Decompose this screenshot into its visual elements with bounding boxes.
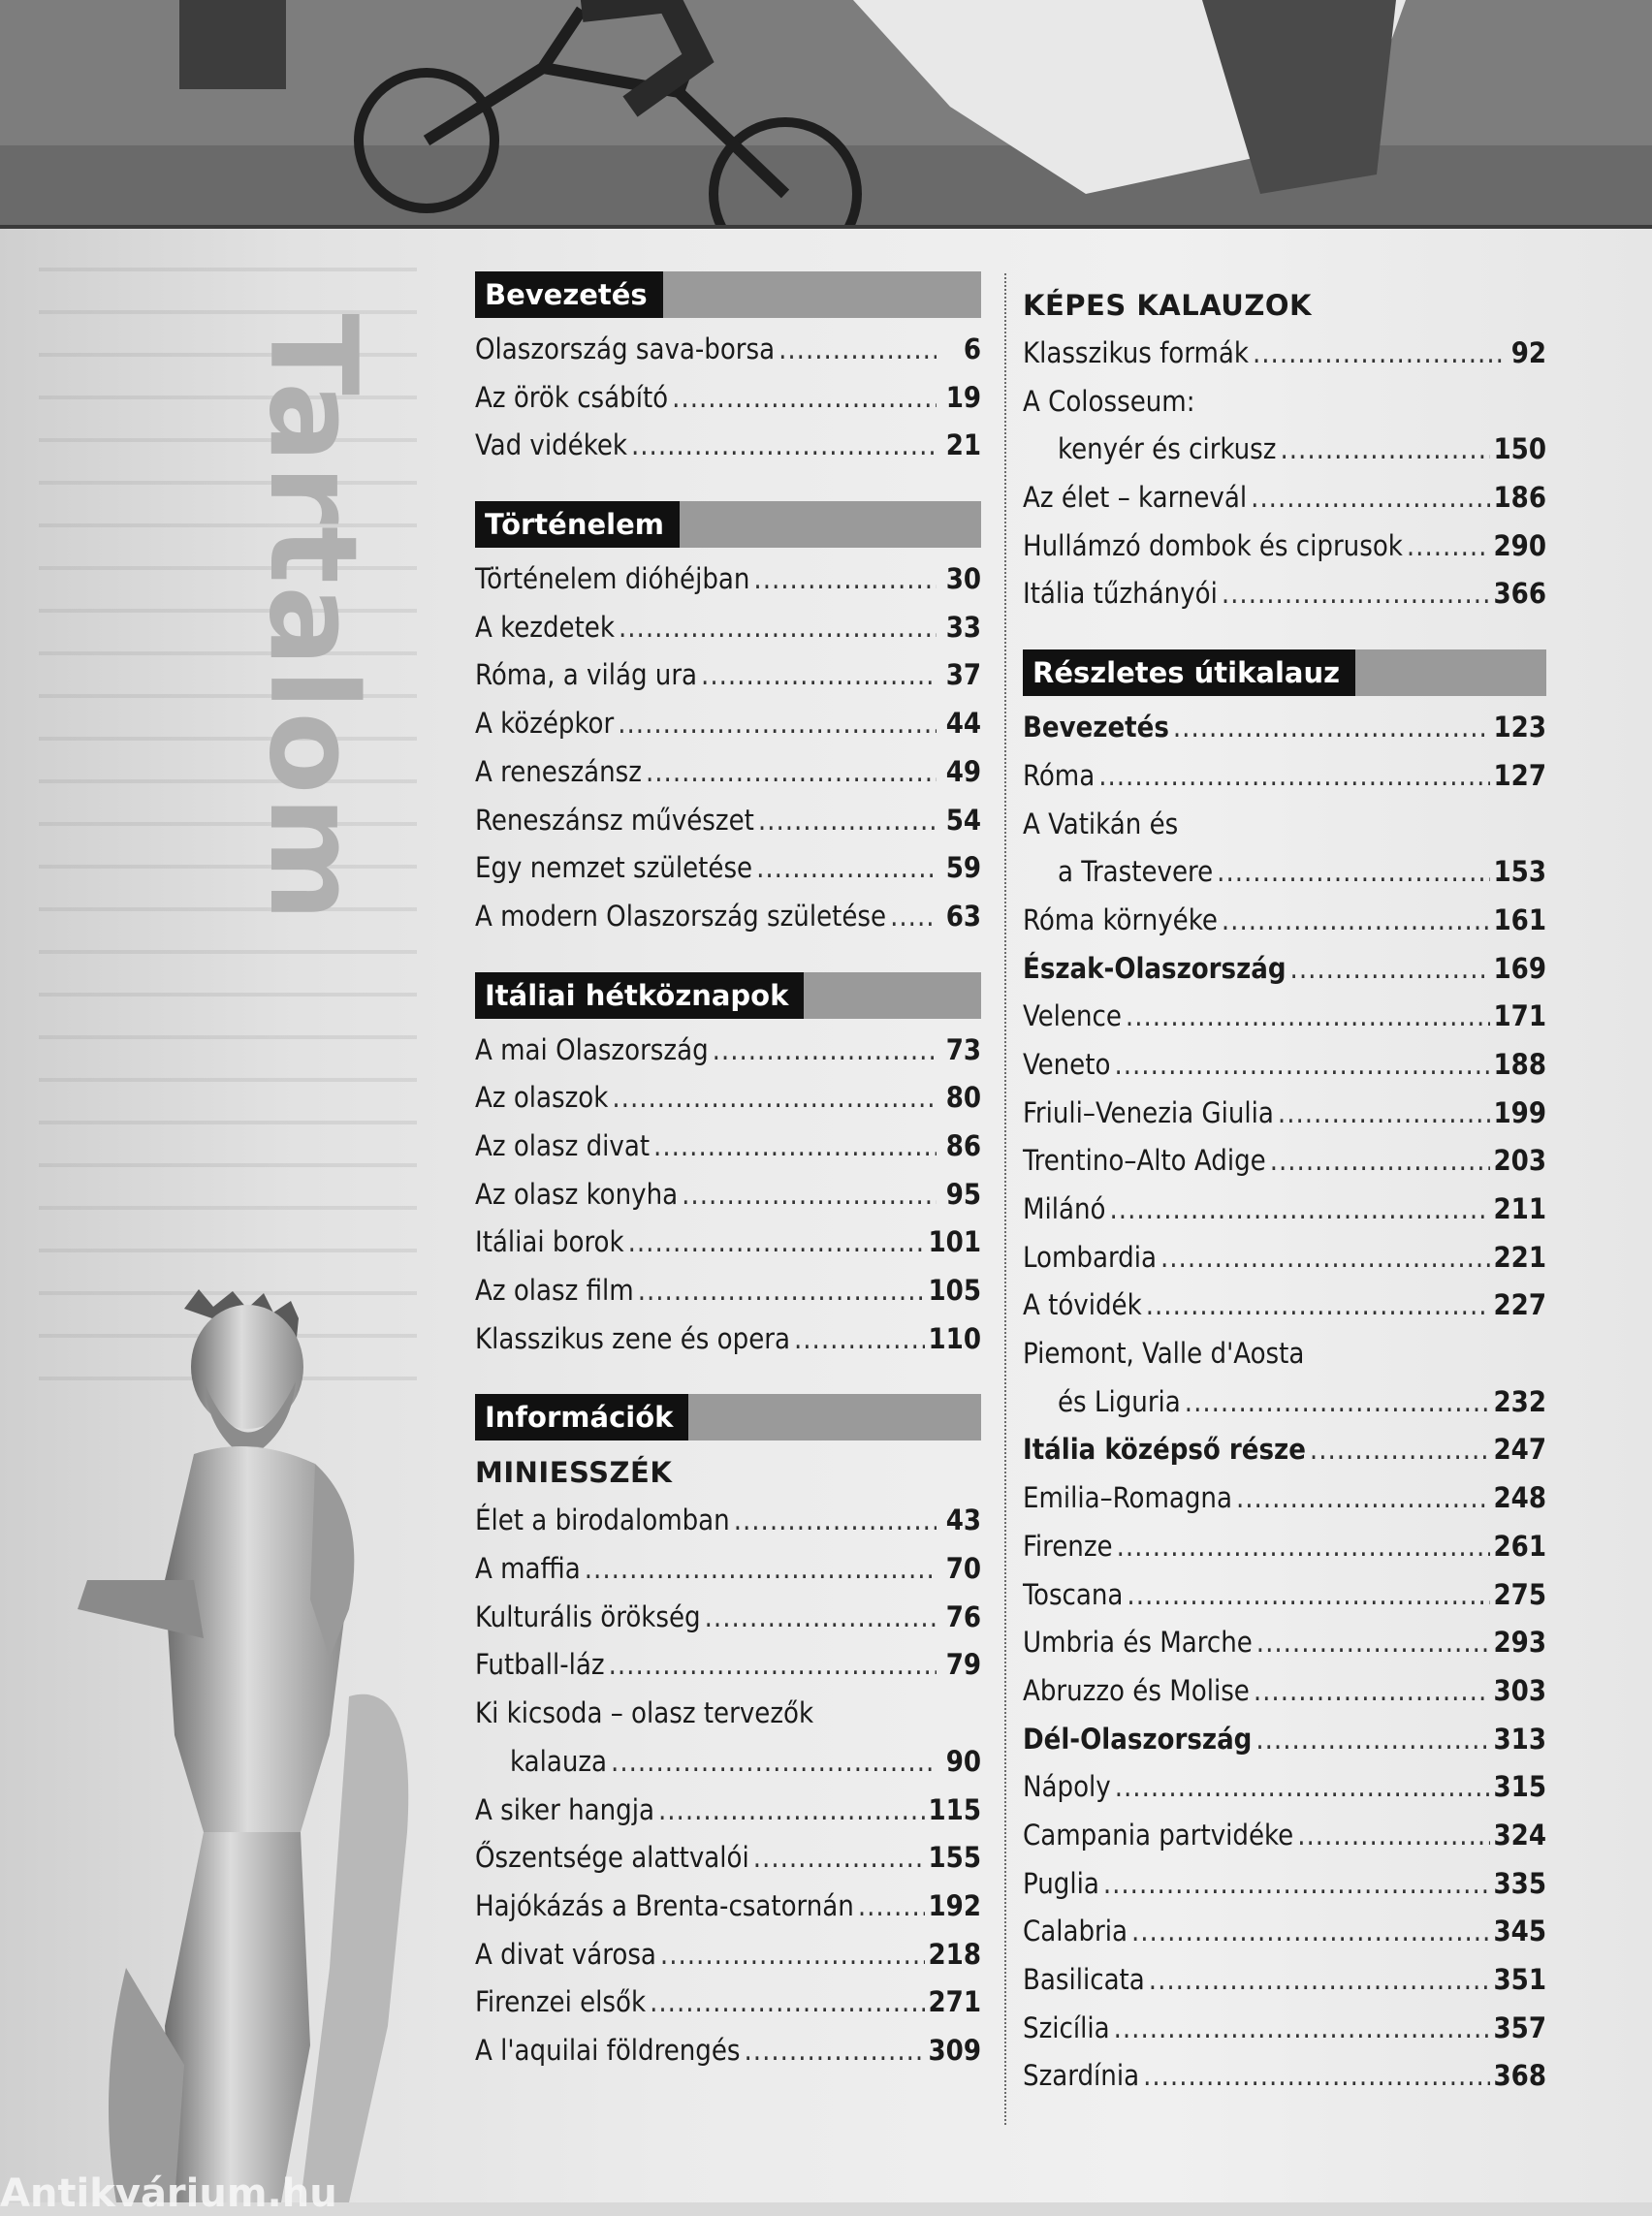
page-number: 324	[1493, 1818, 1546, 1852]
page-number: 227	[1493, 1288, 1546, 1322]
dot-leader	[1280, 426, 1489, 474]
dot-leader	[585, 1545, 937, 1594]
entry-title: Élet a birodalomban	[475, 1504, 730, 1537]
toc-entry[interactable]	[1023, 378, 1546, 427]
page-number: 303	[1493, 1673, 1546, 1707]
dot-leader	[1114, 1041, 1489, 1090]
entry-title: kenyér és cirkusz	[1058, 432, 1277, 466]
dot-leader	[1131, 1908, 1490, 1956]
entry-title: Umbria és Marche	[1023, 1626, 1253, 1660]
page-number: 153	[1493, 855, 1546, 889]
toc-entry[interactable]	[475, 1315, 981, 1364]
toc-entry[interactable]	[1023, 1667, 1546, 1716]
page-number: 293	[1493, 1626, 1546, 1660]
page-number: 123	[1493, 711, 1546, 744]
entry-title: Itália tűzhányói	[1023, 577, 1218, 611]
dot-leader	[1098, 752, 1489, 801]
page-number: 110	[928, 1321, 981, 1355]
cyclist-photo	[0, 0, 1652, 229]
entry-title: A divat városa	[475, 1937, 656, 1971]
entry-title: Az olasz divat	[475, 1128, 651, 1162]
dot-leader	[631, 422, 937, 470]
page-number: 335	[1493, 1866, 1546, 1900]
entry-title: Az olasz konyha	[475, 1177, 679, 1211]
section-label: Részletes útikalauz	[1023, 649, 1355, 696]
dot-leader	[745, 2027, 925, 2075]
entry-title: A mai Olaszország	[475, 1032, 709, 1066]
dot-leader	[653, 1123, 937, 1171]
toc-entry[interactable]	[1023, 1137, 1546, 1186]
page-number: 309	[928, 2033, 981, 2067]
page-number: 95	[945, 1177, 981, 1211]
entry-title: Ki kicsoda – olasz tervezők	[475, 1696, 814, 1730]
toc-entry[interactable]	[1023, 1860, 1546, 1909]
entry-title: Trentino–Alto Adige	[1023, 1144, 1266, 1178]
page-number: 59	[945, 851, 981, 885]
section-bar-reszletes-utikalauz	[1023, 649, 1546, 696]
toc-entry[interactable]	[475, 1979, 981, 2027]
toc-entry[interactable]	[475, 1931, 981, 1979]
page-number: 218	[928, 1937, 981, 1971]
toc-entry[interactable]	[1023, 1908, 1546, 1956]
section-bar	[475, 972, 981, 1019]
entry-title: A maffia	[475, 1552, 581, 1586]
page-number: 161	[1493, 902, 1546, 936]
entry-title: Firenze	[1023, 1529, 1113, 1563]
dot-leader	[1126, 993, 1490, 1041]
entry-title: A kezdetek	[475, 610, 615, 644]
page-number: 90	[945, 1744, 981, 1778]
dot-leader	[705, 1594, 937, 1642]
dot-leader	[701, 651, 937, 700]
page-number: 33	[945, 610, 981, 644]
entry-title: Itália középső része	[1023, 1433, 1306, 1467]
entry-title: Hajókázás a Brenta-csatornán	[475, 1888, 854, 1922]
toc-entry[interactable]	[1023, 993, 1546, 1041]
toc-entry[interactable]	[1023, 474, 1546, 522]
dot-leader	[619, 604, 937, 652]
page-number: 70	[945, 1552, 981, 1586]
toc-entry[interactable]	[475, 1545, 981, 1594]
entry-title: Róma, a világ ura	[475, 658, 698, 692]
section-label: Információk	[475, 1394, 688, 1440]
page-number: 44	[945, 707, 981, 741]
dot-leader	[1173, 704, 1490, 752]
dot-leader	[650, 1979, 924, 2027]
page-number: 115	[928, 1792, 981, 1826]
toc-entry[interactable]	[475, 555, 981, 604]
entry-title: a Trastevere	[1058, 855, 1214, 889]
dot-leader	[1222, 570, 1490, 618]
page-number: 86	[945, 1128, 981, 1162]
toc-entry[interactable]	[475, 1787, 981, 1835]
entry-title: Szicília	[1023, 2010, 1110, 2044]
toc-entry[interactable]	[475, 748, 981, 797]
page-number: 54	[945, 803, 981, 837]
neptune-statue-photo	[58, 1289, 446, 2202]
dot-leader	[794, 1315, 925, 1364]
page-title: Tartalom	[242, 313, 382, 924]
entry-title: Toscana	[1023, 1577, 1124, 1611]
page-number: 357	[1493, 2010, 1546, 2044]
dot-leader	[618, 700, 937, 748]
entry-title: Klasszikus zene és opera	[475, 1321, 790, 1355]
dot-leader	[1146, 1282, 1490, 1330]
entry-title: Dél-Olaszország	[1023, 1722, 1253, 1756]
dot-leader	[1149, 1956, 1490, 2005]
toc-entry[interactable]	[1023, 1426, 1546, 1474]
entry-title: Itáliai borok	[475, 1225, 624, 1259]
dot-leader	[1254, 1667, 1490, 1716]
dot-leader	[646, 748, 937, 797]
page-number: 186	[1493, 481, 1546, 515]
page-number: 271	[928, 1985, 981, 2019]
toc-entry[interactable]	[1023, 1282, 1546, 1330]
dot-leader	[1270, 1137, 1490, 1186]
page-number: 192	[928, 1888, 981, 1922]
entry-title: Szardínia	[1023, 2059, 1140, 2093]
page-number: 290	[1493, 528, 1546, 562]
dot-leader	[1117, 1523, 1490, 1571]
page-number: 261	[1493, 1529, 1546, 1563]
kepes-kalauzok-list	[1023, 330, 1546, 618]
dot-leader	[638, 1267, 925, 1315]
entry-title: Nápoly	[1023, 1770, 1111, 1804]
dot-leader	[1222, 897, 1490, 945]
entry-title: Róma	[1023, 758, 1096, 792]
page-number: 127	[1493, 758, 1546, 792]
toc-entry[interactable]	[1023, 1716, 1546, 1764]
dot-leader	[1251, 474, 1489, 522]
entry-title: Puglia	[1023, 1866, 1099, 1900]
page-number: 21	[945, 428, 981, 462]
toc-entry[interactable]	[475, 1738, 981, 1787]
dot-leader	[1114, 2005, 1490, 2053]
entry-title: Piemont, Valle d'Aosta	[1023, 1337, 1305, 1371]
page-number: 73	[945, 1032, 981, 1066]
section-bar	[475, 501, 981, 548]
toc-entry[interactable]	[475, 1171, 981, 1219]
dot-leader	[660, 1931, 925, 1979]
dot-leader	[1217, 848, 1489, 897]
page-number: 351	[1493, 1963, 1546, 1996]
dot-leader	[1236, 1474, 1490, 1523]
entry-title: A Colosseum:	[1023, 384, 1195, 418]
toc-entry[interactable]	[475, 422, 981, 470]
entry-title: A Vatikán és	[1023, 807, 1179, 840]
entry-title: Lombardia	[1023, 1240, 1157, 1274]
dot-leader	[753, 1834, 925, 1883]
page-number: 150	[1493, 432, 1546, 466]
entry-title: Egy nemzet születése	[475, 851, 753, 885]
section-label: Történelem	[475, 501, 680, 548]
page-number: 30	[945, 562, 981, 596]
page-number: 169	[1493, 951, 1546, 985]
page-number: 19	[945, 380, 981, 414]
toc-entry[interactable]	[475, 700, 981, 748]
toc-entry[interactable]	[1023, 1234, 1546, 1282]
section-bar	[475, 1394, 981, 1440]
entry-title: A középkor	[475, 707, 615, 741]
entry-title: Bevezetés	[1023, 711, 1169, 744]
entry-title: Calabria	[1023, 1915, 1128, 1948]
toc-entry[interactable]	[1023, 801, 1546, 849]
entry-title: Észak-Olaszország	[1023, 951, 1287, 985]
watermark: Antikvárium.hu	[0, 2171, 337, 2216]
page-number: 37	[945, 658, 981, 692]
dot-leader	[1127, 1571, 1489, 1620]
contents-left-column	[475, 271, 981, 2075]
entry-title: Velence	[1023, 999, 1122, 1033]
page-number: 247	[1493, 1433, 1546, 1467]
entry-title: Futball-láz	[475, 1648, 605, 1682]
page-number: 43	[945, 1504, 981, 1537]
entry-title: Veneto	[1023, 1047, 1111, 1081]
dot-leader	[672, 374, 937, 423]
entry-title: Őszentsége alattvalói	[475, 1841, 749, 1875]
dot-leader	[756, 844, 937, 893]
entry-title: A l'aquilai földrengés	[475, 2033, 741, 2067]
toc-entry[interactable]	[475, 2027, 981, 2075]
toc-entry[interactable]	[475, 651, 981, 700]
entry-title: Róma környéke	[1023, 902, 1218, 936]
section-bar	[475, 271, 981, 318]
entry-title: Olaszország sava-borsa	[475, 332, 776, 365]
toc-entry[interactable]	[1023, 1523, 1546, 1571]
dot-leader	[609, 1641, 937, 1690]
page-number: 221	[1493, 1240, 1546, 1274]
kepes-kalauzok-heading: KÉPES KALAUZOK	[1023, 289, 1312, 322]
entry-title: Friuli–Venezia Giulia	[1023, 1095, 1274, 1129]
dot-leader	[628, 1219, 925, 1267]
entry-title: Az élet – karnevál	[1023, 481, 1248, 515]
toc-entry[interactable]	[1023, 1186, 1546, 1234]
toc-entry[interactable]	[1023, 752, 1546, 801]
toc-entry[interactable]	[475, 1219, 981, 1267]
page-number: 199	[1493, 1095, 1546, 1129]
reszletes-utikalauz-list	[1023, 704, 1546, 2101]
entry-title: Az olasz film	[475, 1274, 634, 1307]
toc-entry[interactable]	[1023, 522, 1546, 571]
page-number: 155	[928, 1841, 981, 1875]
entry-title: Milánó	[1023, 1192, 1106, 1225]
entry-title: A reneszánsz	[475, 754, 642, 788]
toc-entry[interactable]	[1023, 2052, 1546, 2101]
entry-title: Basilicata	[1023, 1963, 1145, 1996]
entry-title: kalauza	[510, 1744, 608, 1778]
page-number: 248	[1493, 1481, 1546, 1515]
dot-leader	[758, 797, 937, 845]
dot-leader	[858, 1883, 925, 1931]
entry-title: Campania partvidéke	[1023, 1818, 1294, 1852]
page-number: 315	[1493, 1770, 1546, 1804]
toc-entry[interactable]	[475, 374, 981, 423]
toc-entry[interactable]	[475, 1267, 981, 1315]
entry-title: Történelem dióhéjban	[475, 562, 750, 596]
dot-leader	[753, 555, 937, 604]
miniesszek-heading: MINIESSZÉK	[475, 1456, 673, 1490]
dot-leader	[1253, 330, 1502, 378]
page-number: 275	[1493, 1577, 1546, 1611]
entry-title: Firenzei elsők	[475, 1985, 647, 2019]
toc-entry[interactable]	[475, 844, 981, 893]
dot-leader	[1278, 1090, 1490, 1138]
entry-title: Vad vidékek	[475, 428, 627, 462]
toc-entry[interactable]	[1023, 330, 1546, 378]
page-number: 232	[1493, 1384, 1546, 1418]
toc-entry[interactable]	[1023, 1041, 1546, 1090]
entry-title: és Liguria	[1058, 1384, 1181, 1418]
toc-entry[interactable]	[475, 1690, 981, 1738]
toc-entry[interactable]	[1023, 1956, 1546, 2005]
toc-entry[interactable]	[475, 893, 981, 941]
dot-leader	[778, 326, 937, 374]
page-number: 211	[1493, 1192, 1546, 1225]
dot-leader	[1115, 1763, 1490, 1812]
toc-entry[interactable]	[1023, 945, 1546, 994]
page-number: 49	[945, 754, 981, 788]
entry-title: Klasszikus formák	[1023, 336, 1249, 369]
dot-leader	[1297, 1812, 1489, 1860]
page-number: 171	[1493, 999, 1546, 1033]
page-number: 101	[928, 1225, 981, 1259]
entry-title: A tóvidék	[1023, 1288, 1142, 1322]
toc-entry[interactable]	[1023, 2005, 1546, 2053]
dot-leader	[713, 1027, 937, 1075]
section-label: Bevezetés	[475, 271, 663, 318]
entry-title: A siker hangja	[475, 1792, 654, 1826]
page-number: 105	[928, 1274, 981, 1307]
toc-entry[interactable]	[1023, 897, 1546, 945]
page-number: 345	[1493, 1915, 1546, 1948]
dot-leader	[682, 1171, 937, 1219]
toc-entry[interactable]	[475, 1834, 981, 1883]
toc-entry[interactable]	[475, 1074, 981, 1123]
toc-entry[interactable]	[1023, 1763, 1546, 1812]
dot-leader	[734, 1497, 937, 1545]
entry-title: Kulturális örökség	[475, 1599, 701, 1633]
page-number: 203	[1493, 1144, 1546, 1178]
entry-title: Emilia–Romagna	[1023, 1481, 1232, 1515]
dot-leader	[1143, 2052, 1489, 2101]
dot-leader	[1290, 945, 1490, 994]
dot-leader	[1110, 1186, 1490, 1234]
dot-leader	[612, 1074, 937, 1123]
toc-entry[interactable]	[1023, 1571, 1546, 1620]
entry-title: A modern Olaszország születése	[475, 899, 887, 933]
toc-entry[interactable]	[475, 1123, 981, 1171]
dot-leader	[890, 893, 937, 941]
page-number: 80	[945, 1081, 981, 1115]
dot-leader	[1407, 522, 1490, 571]
page-number: 6	[963, 332, 981, 365]
dot-leader	[1160, 1234, 1490, 1282]
dot-leader	[1185, 1378, 1490, 1427]
section-label: Itáliai hétköznapok	[475, 972, 804, 1019]
toc-entry[interactable]	[1023, 1330, 1546, 1378]
toc-entry[interactable]	[475, 1883, 981, 1931]
dot-leader	[658, 1787, 925, 1835]
toc-entry[interactable]	[1023, 570, 1546, 618]
toc-entry[interactable]	[475, 1027, 981, 1075]
toc-entry[interactable]	[475, 326, 981, 374]
toc-entry[interactable]	[1023, 704, 1546, 752]
entry-title: Az örök csábító	[475, 380, 669, 414]
toc-entry[interactable]	[475, 797, 981, 845]
page-number: 368	[1493, 2059, 1546, 2093]
page-number: 313	[1493, 1722, 1546, 1756]
toc-entry[interactable]	[1023, 426, 1546, 474]
column-divider	[1004, 273, 1006, 2125]
page-number: 188	[1493, 1047, 1546, 1081]
entry-title: Abruzzo és Molise	[1023, 1673, 1250, 1707]
toc-entry[interactable]	[1023, 848, 1546, 897]
entry-title: Az olaszok	[475, 1081, 609, 1115]
page-number: 366	[1493, 577, 1546, 611]
dot-leader	[1310, 1426, 1490, 1474]
dot-leader	[1256, 1619, 1490, 1667]
dot-leader	[1255, 1716, 1489, 1764]
toc-entry[interactable]	[1023, 1474, 1546, 1523]
page-number: 76	[945, 1599, 981, 1633]
toc-entry[interactable]	[475, 1594, 981, 1642]
toc-entry[interactable]	[1023, 1619, 1546, 1667]
toc-entry[interactable]	[475, 1641, 981, 1690]
entry-title: Hullámzó dombok és ciprusok	[1023, 528, 1403, 562]
dot-leader	[611, 1738, 937, 1787]
toc-entry[interactable]	[1023, 1378, 1546, 1427]
toc-entry[interactable]	[1023, 1090, 1546, 1138]
toc-entry[interactable]	[475, 1497, 981, 1545]
entry-title: Reneszánsz művészet	[475, 803, 754, 837]
page-number: 63	[945, 899, 981, 933]
page-number: 92	[1510, 336, 1546, 369]
contents-right-column	[1023, 281, 1546, 2101]
toc-entry[interactable]	[1023, 1812, 1546, 1860]
page-number: 79	[945, 1648, 981, 1682]
dot-leader	[1103, 1860, 1490, 1909]
toc-entry[interactable]	[475, 604, 981, 652]
